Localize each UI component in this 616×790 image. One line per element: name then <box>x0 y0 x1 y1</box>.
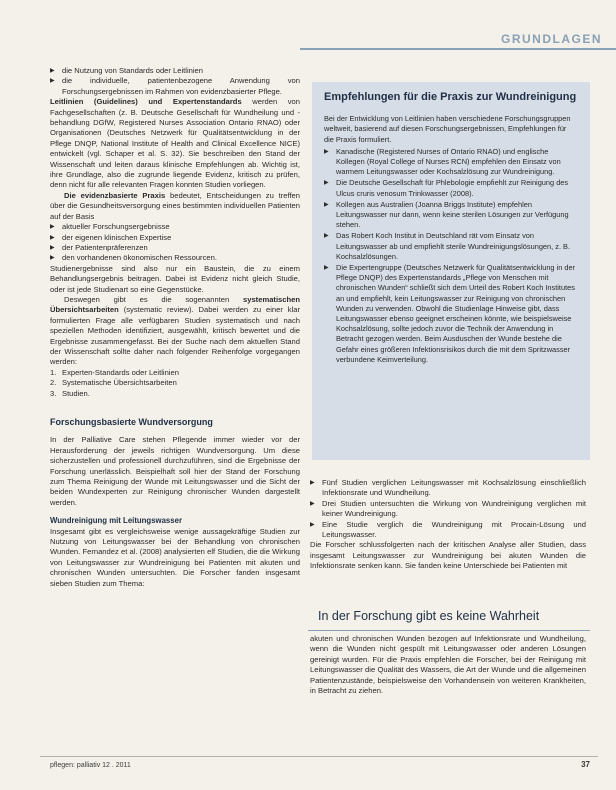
right-column-upper <box>310 478 586 572</box>
box-intro: Bei der Entwicklung von Leitlinien haben verschiedene Forschungsgruppen weltweit, basierend auf diesen Forschungsergebnissen, Empfehlungen für die Praxis formuliert. <box>324 114 571 144</box>
paragraph <box>50 191 300 222</box>
list-number: 3. <box>50 388 57 398</box>
header-rule <box>300 48 616 50</box>
pull-headline: In der Forschung gibt es keine Wahrheit <box>318 609 540 623</box>
section-label: GRUNDLAGEN <box>501 32 602 46</box>
list-item <box>50 389 300 399</box>
list-item: ▶ Drei Studien untersuchten die Wirkung von Wundreinigung verglichen mit keiner Wundreinigung. <box>310 499 586 520</box>
list-item: ▶ Fünf Studien verglichen Leitungswasser mit Kochsalzlösung einschließlich Infektionsrate und Wundheilung. <box>310 478 586 499</box>
top-bullet-list <box>50 66 300 97</box>
paragraph: Die Forscher schlussfolgerten nach der kritischen Analyse aller Studien, dass insgesamt Leitungswasser zur Wundreinigung bei akuten Wunden die Infektionsrate senken kann. Sie fanden keine Unterschiede bei Patienten mit <box>310 540 586 571</box>
paragraph: Insgesamt gibt es vergleichsweise wenige aussagekräftige Studien zur Nutzung von Leitungswasser bei der Behandlung von chronischen Wunden. Fernandez et al. (2008) analysierten elf Studien, die die Wirkung von Leitungswasser zur Wundreinigung bei Patienten mit akuten und chronischen Wunden untersuchten. Die Forscher fanden insgesamt sieben Studien zum Thema: <box>50 526 300 588</box>
subheading: Wundreinigung mit Leitungswasser <box>50 516 182 526</box>
journal-name: pflegen: palliativ 12 . 2011 <box>50 762 131 769</box>
left-column <box>50 66 300 589</box>
footer-rule <box>40 756 598 757</box>
study-list <box>310 478 586 540</box>
lead-text: Die evidenzbasierte Praxis <box>64 190 166 200</box>
list-item: ▶ den vorhandenen ökonomischen Ressourcen. <box>50 253 300 263</box>
recommendation-box <box>312 82 590 460</box>
list-item: ▶ Kollegen aus Australien (Joanna Briggs Institute) empfehlen Leitungswasser nur dann, wenn keine sterilen Lösungen zur Verfügung stehen. <box>324 200 578 231</box>
list-item: ▶ Das Robert Koch Institut in Deutschland rät vom Einsatz von Leitungswasser ab und empfiehlt sterile Wundreinigungslösungen, z. B. Kochsalzlösungen. <box>324 231 578 262</box>
list-item <box>50 368 300 378</box>
paragraph: In der Palliative Care stehen Pflegende immer wieder vor der Herausforderung der jeweils richtigen Wundversorgung. Um diese sicherzustellen und professionell durchzuführen, sind die Ergebnisse der Forschung unerlässlich. Beispielhaft soll hier der Stand der Forschung zum Thema Reinigung der Wunde mit Leitungswasser und die Sicht der beiden Wundexperten zur Reinigung chronischer Wunden dargestellt werden. <box>50 435 300 507</box>
basis-list <box>50 222 300 264</box>
box-title: Empfehlungen für die Praxis zur Wundreinigung <box>324 91 577 103</box>
list-item <box>50 378 300 388</box>
lead-text: Leitlinien (Guidelines) und Expertenstandards <box>50 97 242 107</box>
list-number: 2. <box>50 378 57 388</box>
list-item: ▶ Die Deutsche Gesellschaft für Phlebologie empfiehlt zur Reinigung des Ulcus cruris venosum Trinkwasser (2008). <box>324 178 578 198</box>
list-text: Studien. <box>62 388 90 398</box>
paragraph: akuten und chronischen Wunden bezogen auf Infektionsrate und Wundheilung, wenn die Wunden nicht gespült mit Leitungswasser oder anderen Lösungen gereinigt wurden. Für die Praxis empfehlen die Forscher, bei der Reinigung mit Leitungswasser die Qualität des Wassers, die Art der Wunde und die allgemeinen Patientenzustände, beispielsweise den Vorhandensein von weiteren Krankheiten, in Betracht zu ziehen. <box>310 634 586 696</box>
list-text: Experten-Standards oder Leitlinien <box>62 367 179 377</box>
list-text: Systematische Übersichtsarbeiten <box>62 378 177 388</box>
headline-rule <box>308 630 590 631</box>
list-item: ▶ Kanadische (Registered Nurses of Ontario RNAO) und englische Kollegen (Royal College of Nurses RCN) empfehlen den Einsatz von warmem Leitungswasser oder Kochsalzlösung zur Wundreinigung. <box>324 147 578 178</box>
body-text: werden von Fachgesellschaften (z. B. Deutsche Gesellschaft für Wundheilung und -behandlung DGfW, Registered Nurses Association Ontario RNAO) oder Organisationen (Deutsches Netzwerk für Qualitätsentwicklung in der Pflege DNQP, National Institute of Health and Clinical Excellence NICE) entwickelt (vgl. Schaper et al. S. 32). Sie beschreiben den Stand der Wissenschaft und leiten daraus klinische Empfehlungen ab. Wichtig ist, ihre Grundlage, also die zugrunde liegende Evidenz, kritisch zu prüfen, denn nicht für alle relevanten Fragen konnten Studien vorliegen. <box>50 97 300 190</box>
lead-text: systematischen Übersichtsarbeiten <box>50 294 300 315</box>
list-item: ▶ der Patientenpräferenzen <box>50 243 300 253</box>
body-text: (systematic review). Dabei werden zu einer klar formulierten Frage alle verfügbaren Studien systematisch und nach speziellen Methoden identifiziert, ausgewählt, kritisch bewertet und die Ergebnisse zusammengefasst. Bei der Suche nach dem aktuellen Stand der Wissenschaft sollte daher nach folgender Reihenfolge vorgegangen werden: <box>50 305 300 367</box>
right-column-lower <box>310 634 586 696</box>
body-text: bedeutet, Entscheidungen zu treffen über die Gesundheitsversorgung eines bestimmten individuellen Patienten auf der Basis <box>50 190 300 221</box>
list-item: ▶ die Nutzung von Standards oder Leitlinien <box>50 66 300 76</box>
ordered-list <box>50 368 300 399</box>
list-number: 1. <box>50 367 57 377</box>
list-item: ▶ Eine Studie verglich die Wundreinigung mit Procain-Lösung und Leitungswasser. <box>310 520 586 541</box>
list-item: ▶ der eigenen klinischen Expertise <box>50 233 300 243</box>
list-item: ▶ die individuelle, patientenbezogene Anwendung von Forschungsergebnissen im Rahmen von evidenzbasierter Pflege. <box>50 76 300 97</box>
page-number: 37 <box>581 760 590 769</box>
paragraph <box>50 295 300 368</box>
recommendation-list <box>324 147 578 365</box>
paragraph <box>50 97 300 191</box>
list-item: ▶ Die Expertengruppe (Deutsches Netzwerk für Qualitätsentwicklung in der Pflege DNQP) des Expertenstandards „Pflege von Menschen mit chronischen Wunden“ schließt sich dem Urteil des Robert Koch Institutes an und empfiehlt, kein Leitungswasser zur Reinigung von chronischen Wunden zu verwenden. Obwohl die Studienlage Hinweise gibt, dass Leitungswasser ebenso geeignet erscheinen könnte, wie beispielsweise Kochsalzlösung, sollte jedoch zuvor die Technik der Anwendung in Betracht gezogen werden. Beim Ausduschen der Wunde bestehe die Gefahr eines größeren Infektionsrisikos durch die mit dem Spritzwasser verbundene Keimverteilung. <box>324 263 578 365</box>
subheading: Forschungsbasierte Wundversorgung <box>50 417 213 427</box>
body-text: Deswegen gibt es die sogenannten <box>64 294 244 304</box>
paragraph: Studienergebnisse sind also nur ein Baustein, die zu einem Behandlungsergebnis beitragen. Dabei ist Evidenz nicht gleich Studie, oder ist jede Studienart so eine Gegenstücke. <box>50 263 300 294</box>
list-item: ▶ aktueller Forschungsergebnisse <box>50 222 300 232</box>
